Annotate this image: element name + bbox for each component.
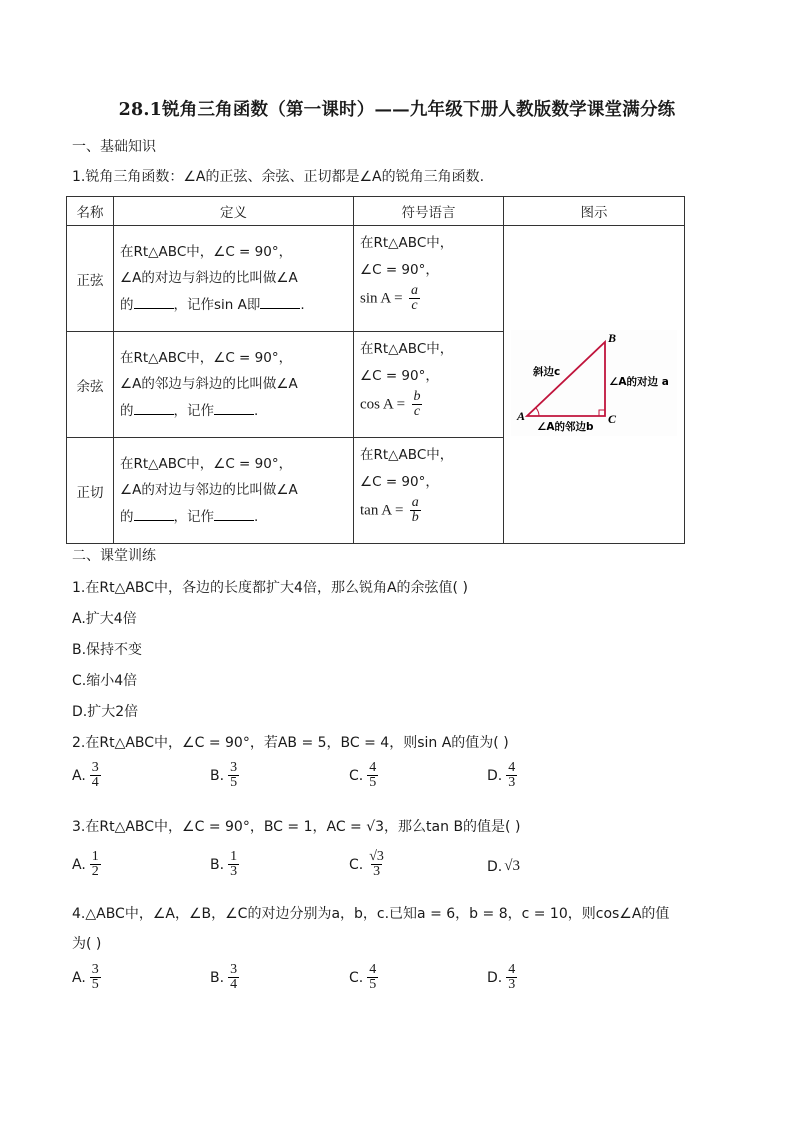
fraction-numerator: 4 xyxy=(369,962,377,977)
def-text: 的 xyxy=(120,402,134,419)
table-row-sine xyxy=(67,226,685,332)
q4-stem-line1: 4.△ABC中，∠A，∠B，∠C的对边分别为a，b，c.已知a = 6，b = 8，c = 10，则cos∠A的值 xyxy=(72,906,670,922)
fraction-numerator: 3 xyxy=(91,962,99,977)
header-figure: 图示 xyxy=(504,197,685,226)
option-fraction xyxy=(90,761,101,790)
q2-option-b[interactable] xyxy=(210,761,241,790)
def-line xyxy=(120,398,347,425)
option-label: B. xyxy=(210,767,225,784)
vertex-c-label: C xyxy=(608,411,617,426)
fraction-denominator: 4 xyxy=(230,977,238,992)
def-text: ，记作sin A即 xyxy=(173,296,261,313)
fraction-denominator: 5 xyxy=(369,775,377,790)
def-line: 在Rt△ABC中，∠C = 90°， xyxy=(120,455,293,472)
def-line xyxy=(120,292,347,319)
answer-blank[interactable] xyxy=(134,402,174,415)
vertex-b-label: B xyxy=(608,330,617,345)
answer-blank[interactable] xyxy=(214,508,254,521)
option-value: √3 xyxy=(504,858,520,874)
fraction-denominator: 5 xyxy=(230,775,238,790)
formula-fraction xyxy=(411,390,422,419)
option-label: D. xyxy=(487,969,503,986)
option-fraction xyxy=(228,761,239,790)
q4-option-d[interactable] xyxy=(487,963,519,992)
option-label: A. xyxy=(72,856,86,873)
def-text: 的 xyxy=(120,296,134,313)
answer-blank[interactable] xyxy=(260,296,300,309)
fraction-numerator: 3 xyxy=(91,760,99,775)
fraction-denominator: 5 xyxy=(91,977,99,992)
header-symbol: 符号语言 xyxy=(354,197,504,226)
formula-fraction xyxy=(409,284,420,313)
fraction-numerator: 3 xyxy=(230,962,238,977)
def-line: ∠A的邻边与斜边的比叫做∠A xyxy=(120,376,298,393)
def-text: . xyxy=(300,296,305,313)
adjacent-side-label: ∠A的邻边b xyxy=(537,420,594,433)
row-symbol xyxy=(354,226,504,332)
q2-stem: 2.在Rt△ABC中，∠C = 90°，若AB = 5，BC = 4，则sin A的值为( ) xyxy=(72,735,509,751)
def-text: . xyxy=(254,508,259,525)
q3-option-d[interactable] xyxy=(487,858,520,875)
q3-option-b[interactable] xyxy=(210,850,241,879)
q1-option-c[interactable]: C.缩小4倍 xyxy=(72,673,138,689)
answer-blank[interactable] xyxy=(214,402,254,415)
table-header-row xyxy=(67,197,685,226)
row-symbol xyxy=(354,332,504,438)
fraction-numerator: b xyxy=(413,389,421,404)
def-line: ∠A的对边与斜边的比叫做∠A xyxy=(120,270,298,287)
formula-lhs: sin A = xyxy=(360,290,403,307)
q3-option-c[interactable] xyxy=(349,850,388,879)
q4-option-c[interactable] xyxy=(349,963,380,992)
fraction-numerator: 3 xyxy=(230,760,238,775)
sym-line: ∠C = 90°， xyxy=(360,262,439,278)
fraction-denominator: c xyxy=(413,404,421,419)
answer-blank[interactable] xyxy=(134,296,174,309)
row-definition xyxy=(114,226,354,332)
option-label: A. xyxy=(72,969,86,986)
option-fraction xyxy=(228,963,239,992)
q1-option-b[interactable]: B.保持不变 xyxy=(72,642,143,658)
row-name: 正弦 xyxy=(67,226,114,332)
answer-blank[interactable] xyxy=(134,508,174,521)
option-fraction xyxy=(367,963,378,992)
def-line xyxy=(120,504,347,531)
sym-line: 在Rt△ABC中， xyxy=(360,447,454,463)
def-text: . xyxy=(254,402,259,419)
sym-line: ∠C = 90°， xyxy=(360,368,439,384)
option-fraction xyxy=(228,850,239,879)
fraction-denominator: b xyxy=(411,510,419,525)
q1-option-a[interactable]: A.扩大4倍 xyxy=(72,611,137,627)
intro-text: 1.锐角三角函数：∠A的正弦、余弦、正切都是∠A的锐角三角函数. xyxy=(72,169,485,185)
option-fraction xyxy=(367,850,386,879)
fraction-numerator: 4 xyxy=(508,962,516,977)
q1-option-d[interactable]: D.扩大2倍 xyxy=(72,704,139,720)
option-label: D. xyxy=(487,767,503,784)
row-symbol xyxy=(354,438,504,544)
option-label: D. xyxy=(487,858,503,875)
formula-lhs: tan A = xyxy=(360,502,404,519)
option-fraction xyxy=(367,761,378,790)
def-line: ∠A的对边与邻边的比叫做∠A xyxy=(120,482,298,499)
q3-stem: 3.在Rt△ABC中，∠C = 90°，BC = 1，AC = √3，那么tan B的值是( ) xyxy=(72,819,521,835)
option-fraction xyxy=(506,963,517,992)
fraction-numerator: a xyxy=(410,283,418,298)
sym-formula xyxy=(360,390,497,419)
fraction-denominator: 3 xyxy=(373,864,381,879)
page-title: 28.1锐角三角函数（第一课时）——九年级下册人教版数学课堂满分练 xyxy=(118,100,676,120)
section-heading-basics: 一、基础知识 xyxy=(72,139,156,155)
def-line: 在Rt△ABC中，∠C = 90°， xyxy=(120,243,293,260)
fraction-denominator: c xyxy=(411,298,418,313)
option-label: B. xyxy=(210,856,225,873)
row-name: 余弦 xyxy=(67,332,114,438)
section-heading-practice: 二、课堂训练 xyxy=(72,548,156,564)
opposite-side-label: ∠A的对边 a xyxy=(609,375,669,388)
fraction-numerator: 4 xyxy=(508,760,516,775)
option-label: C. xyxy=(349,969,364,986)
def-text: ，记作 xyxy=(173,508,214,525)
formula-lhs: cos A = xyxy=(360,396,406,413)
q4-option-a[interactable] xyxy=(72,963,103,992)
fraction-numerator: 1 xyxy=(230,849,238,864)
option-fraction xyxy=(506,761,517,790)
sym-line: ∠C = 90°， xyxy=(360,474,439,490)
right-triangle-figure xyxy=(509,328,679,438)
option-fraction xyxy=(90,963,101,992)
q4-stem-line2: 为( ) xyxy=(72,936,102,952)
q4-option-b[interactable] xyxy=(210,963,241,992)
fraction-numerator: 4 xyxy=(369,760,377,775)
sym-line: 在Rt△ABC中， xyxy=(360,341,454,357)
row-definition xyxy=(114,438,354,544)
option-fraction xyxy=(90,850,101,879)
option-label: B. xyxy=(210,969,225,986)
header-definition: 定义 xyxy=(114,197,354,226)
fraction-denominator: 4 xyxy=(91,775,99,790)
q1-stem: 1.在Rt△ABC中，各边的长度都扩大4倍，那么锐角A的余弦值( ) xyxy=(72,580,468,596)
sym-line: 在Rt△ABC中， xyxy=(360,235,454,251)
option-label: C. xyxy=(349,856,364,873)
definition-table xyxy=(66,196,685,544)
q2-option-a[interactable] xyxy=(72,761,103,790)
figure-cell xyxy=(504,226,685,544)
hypotenuse-label: 斜边c xyxy=(533,365,561,378)
fraction-denominator: 2 xyxy=(91,864,99,879)
formula-fraction xyxy=(410,496,421,525)
option-label: C. xyxy=(349,767,364,784)
fraction-denominator: 3 xyxy=(508,977,516,992)
def-text: 的 xyxy=(120,508,134,525)
header-name: 名称 xyxy=(67,197,114,226)
sym-formula xyxy=(360,284,497,313)
fraction-denominator: 3 xyxy=(508,775,516,790)
row-definition xyxy=(114,332,354,438)
vertex-a-label: A xyxy=(517,408,526,423)
q2-option-d[interactable] xyxy=(487,761,519,790)
fraction-numerator: √3 xyxy=(369,849,384,864)
row-name: 正切 xyxy=(67,438,114,544)
option-label: A. xyxy=(72,767,86,784)
fraction-denominator: 3 xyxy=(230,864,238,879)
fraction-denominator: 5 xyxy=(369,977,377,992)
fraction-numerator: a xyxy=(411,495,419,510)
def-text: ，记作 xyxy=(173,402,214,419)
sym-formula xyxy=(360,496,497,525)
q3-option-a[interactable] xyxy=(72,850,103,879)
fraction-numerator: 1 xyxy=(91,849,99,864)
q2-option-c[interactable] xyxy=(349,761,380,790)
def-line: 在Rt△ABC中，∠C = 90°， xyxy=(120,349,293,366)
